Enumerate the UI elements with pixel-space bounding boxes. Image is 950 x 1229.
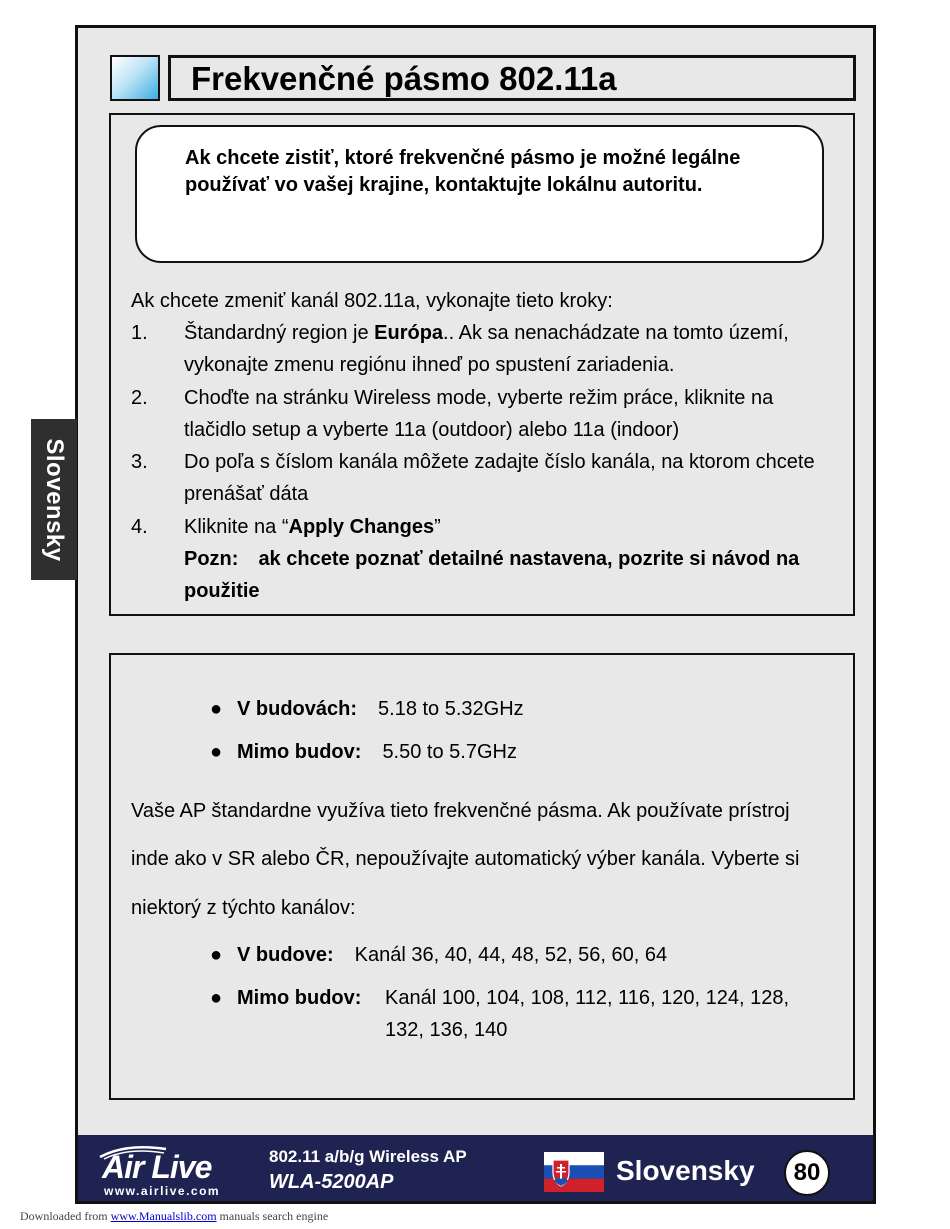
manualslib-link[interactable]: www.Manualslib.com [110,1209,217,1223]
step-3-line-1: Do poľa s číslom kanála môžete zadajte číslo kanála, na ktorom chcete [184,451,815,473]
step-2-line-2: tlačidlo setup a vyberte 11a (outdoor) alebo 11a (indoor) [184,419,680,441]
step-1-line-2: vykonajte zmenu regiónu ihneď po spustení zariadenia. [184,354,675,376]
band-paragraph-line: Vaše AP štandardne využíva tieto frekvenčné pásma. Ak používate prístroj [131,800,790,822]
step-4-line-1: Kliknite na “Apply Changes” [184,516,441,538]
channel-item-text: V budove: Kanál 36, 40, 44, 48, 52, 56, 60, 64 [237,944,668,966]
step-4-note-line-2: použitie [184,580,260,602]
download-attribution: Downloaded from www.Manualslib.com manuals search engine [20,1209,329,1223]
instructions-intro: Ak chcete zmeniť kanál 802.11a, vykonajte tieto kroky: [131,290,613,312]
step-number: 1. [131,322,148,344]
step-3-line-2: prenášať dáta [184,483,309,505]
channel-item-values: Kanál 100, 104, 108, 112, 116, 120, 124, 128, [385,987,790,1009]
title-decoration-square [110,55,160,101]
band-item: ● [210,698,223,720]
band-item-text: V budovách: 5.18 to 5.32GHz [237,698,524,720]
channel-item: ● [210,987,223,1009]
page-title: Frekvenčné pásmo 802.11a [191,60,617,97]
note-text: Ak chcete zistiť, ktoré frekvenčné pásmo je možné legálne používať vo vašej krajine, kontaktujte lokálnu autoritu. [185,147,741,196]
product-line: 802.11 a/b/g Wireless AP [269,1147,467,1166]
note-callout [135,125,824,263]
step-4-note [184,547,799,571]
language-side-tab [31,419,77,580]
airlive-url: www.airlive.com [104,1184,221,1198]
note-label: Pozn: [184,548,239,570]
side-tab-label: Slovensky [41,437,68,562]
footer-language-label: Slovensky [616,1155,755,1186]
band-paragraph-line: niektorý z týchto kanálov: [131,897,356,919]
step-2-line-1: Choďte na stránku Wireless mode, vyberte režim práce, kliknite na [184,387,774,409]
title-box [168,55,856,101]
step-number: 4. [131,516,148,538]
band-item-text: Mimo budov: 5.50 to 5.7GHz [237,741,517,763]
airlive-logo: Air Live [102,1149,212,1185]
step-number: 3. [131,451,148,473]
step-number: 2. [131,387,148,409]
step-1-line-1: Štandardný region je Európa.. Ak sa nenachádzate na tomto území, [184,322,789,344]
band-paragraph-line: inde ako v SR alebo ČR, nepoužívajte automatický výber kanála. Vyberte si [131,848,800,870]
channel-item-values-cont: 132, 136, 140 [385,1019,508,1041]
page-number: 80 [784,1150,830,1196]
footer-bar [75,1135,876,1204]
channel-item: ● [210,944,223,966]
band-item: ● [210,741,223,763]
note-text: ak chcete poznať detailné nastavena, pozrite si návod na [258,548,800,570]
model-name: WLA-5200AP [269,1171,394,1193]
slovakia-flag-icon [544,1152,604,1192]
channel-item-text: Mimo budov: [237,987,362,1009]
